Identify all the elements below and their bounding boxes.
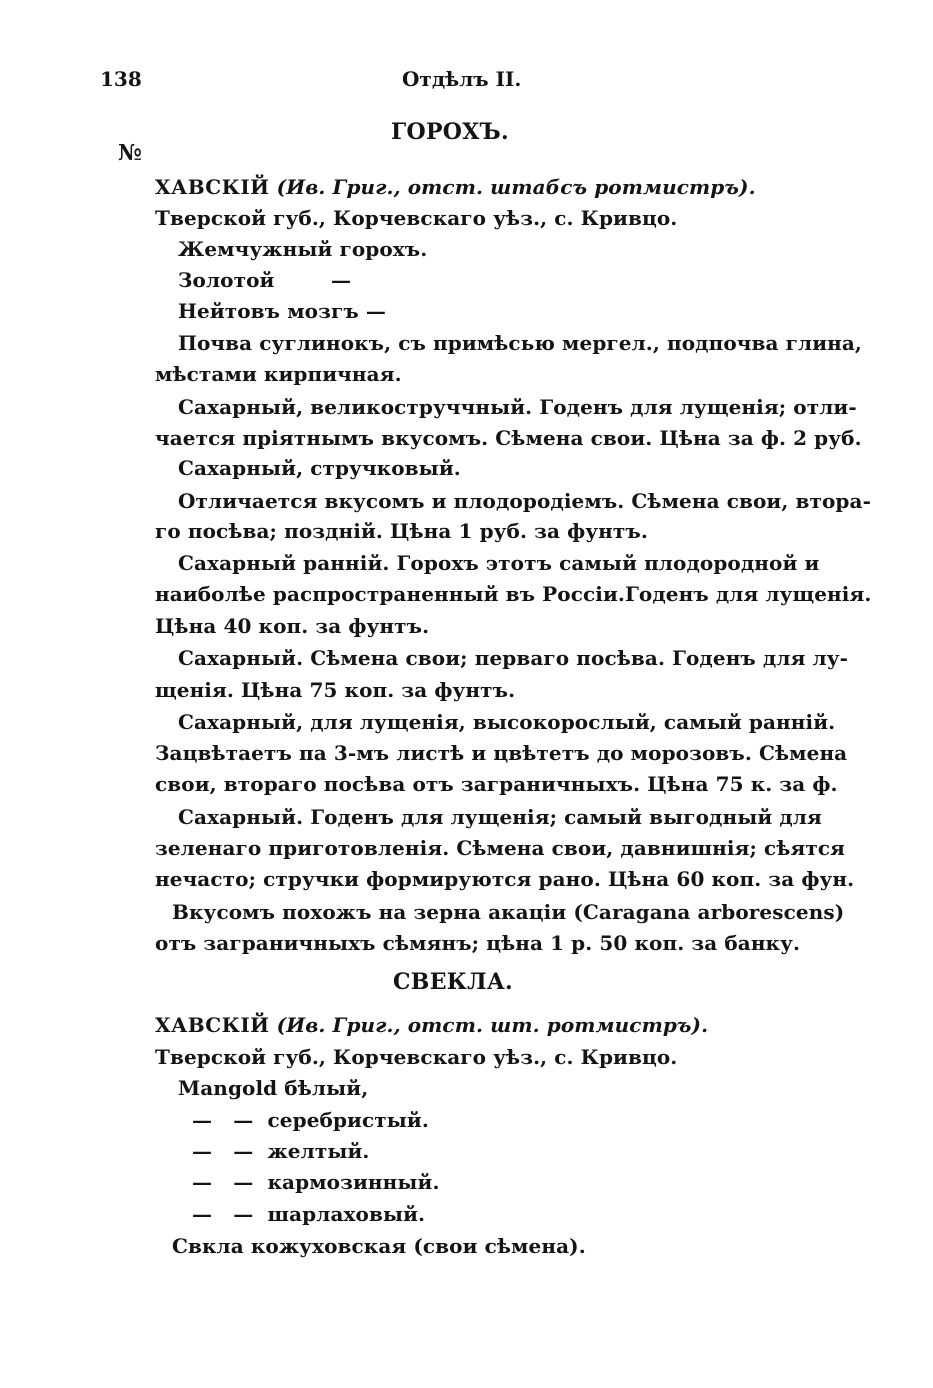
text-line: — — серебристый.	[192, 1108, 429, 1132]
text-line: Mangold бѣлый,	[178, 1076, 369, 1100]
text-line: Сахарный, для лущенія, высокорослый, самый ранній.	[178, 710, 836, 734]
text-line: зеленаго приготовленія. Сѣмена свои, давнишнія; сѣятся	[155, 836, 845, 860]
author-details: (Ив. Григ., отст. штабсъ ротмистръ).	[269, 175, 756, 199]
author-name: ХАВСКІЙ	[155, 1013, 270, 1037]
text-line: нечасто; стручки формируются рано. Цѣна 60 коп. за фун.	[155, 867, 855, 891]
text-line: — — кармозинный.	[192, 1170, 440, 1194]
text-line: щенія. Цѣна 75 коп. за фунтъ.	[155, 678, 516, 702]
text-line: мѣстами кирпичная.	[155, 362, 402, 386]
text-line: Зацвѣтаетъ па 3-мъ листѣ и цвѣтетъ до морозовъ. Сѣмена	[155, 741, 848, 765]
text-line: Отличается вкусомъ и плодородіемъ. Сѣмена свои, втора-	[178, 489, 871, 513]
text-line: Нейтовъ мозгъ —	[178, 299, 386, 323]
number-sign: №	[118, 140, 142, 166]
author-line-peas	[155, 174, 756, 200]
text-line: Цѣна 40 коп. за фунтъ.	[155, 614, 430, 638]
author-name: ХАВСКІЙ	[155, 175, 270, 199]
text-line: го посѣва; поздній. Цѣна 1 руб. за фунтъ.	[155, 519, 648, 543]
location-line-beet: Тверской губ., Корчевскаго уѣз., с. Кривцо.	[155, 1045, 678, 1069]
section-heading-peas: ГОРОХЪ.	[391, 119, 509, 145]
text-line: свои, втораго посѣва отъ заграничныхъ. Цѣна 75 к. за ф.	[155, 772, 838, 796]
text-line: Золотой —	[178, 268, 352, 292]
author-line-beet	[155, 1012, 708, 1038]
text-line: отъ заграничныхъ сѣмянъ; цѣна 1 р. 50 коп. за банку.	[155, 931, 801, 955]
text-line: Свкла кожуховская (свои сѣмена).	[172, 1234, 586, 1258]
running-header-title: Отдѣлъ II.	[402, 67, 522, 91]
text-line: Сахарный. Годенъ для лущенія; самый выгодный для	[178, 805, 822, 829]
text-line: Сахарный ранній. Горохъ этотъ самый плодородной и	[178, 551, 820, 575]
text-line: Сахарный, стручковый.	[178, 456, 461, 480]
text-line: чается пріятнымъ вкусомъ. Сѣмена свои. Цѣна за ф. 2 руб.	[155, 426, 862, 450]
section-heading-beet: СВЕКЛА.	[393, 969, 514, 995]
text-line: — — шарлаховый.	[192, 1202, 426, 1226]
page-number: 138	[100, 67, 142, 91]
author-details: (Ив. Григ., отст. шт. ротмистръ).	[269, 1013, 709, 1037]
text-line: Почва суглинокъ, съ примѣсью мергел., подпочва глина,	[178, 331, 862, 355]
text-line: наиболѣе распространенный въ Россіи.Годенъ для лущенія.	[155, 582, 872, 606]
text-line: Вкусомъ похожъ на зерна акаціи (Caragana arborescens)	[172, 900, 845, 924]
text-line: Сахарный, великоструччный. Годенъ для лущенія; отли-	[178, 395, 857, 419]
text-line: — — желтый.	[192, 1139, 370, 1163]
location-line-peas: Тверской губ., Корчевскаго уѣз., с. Кривцо.	[155, 206, 678, 230]
text-line: Сахарный. Сѣмена свои; перваго посѣва. Годенъ для лу-	[178, 646, 849, 670]
text-line: Жемчужный горохъ.	[178, 237, 428, 261]
